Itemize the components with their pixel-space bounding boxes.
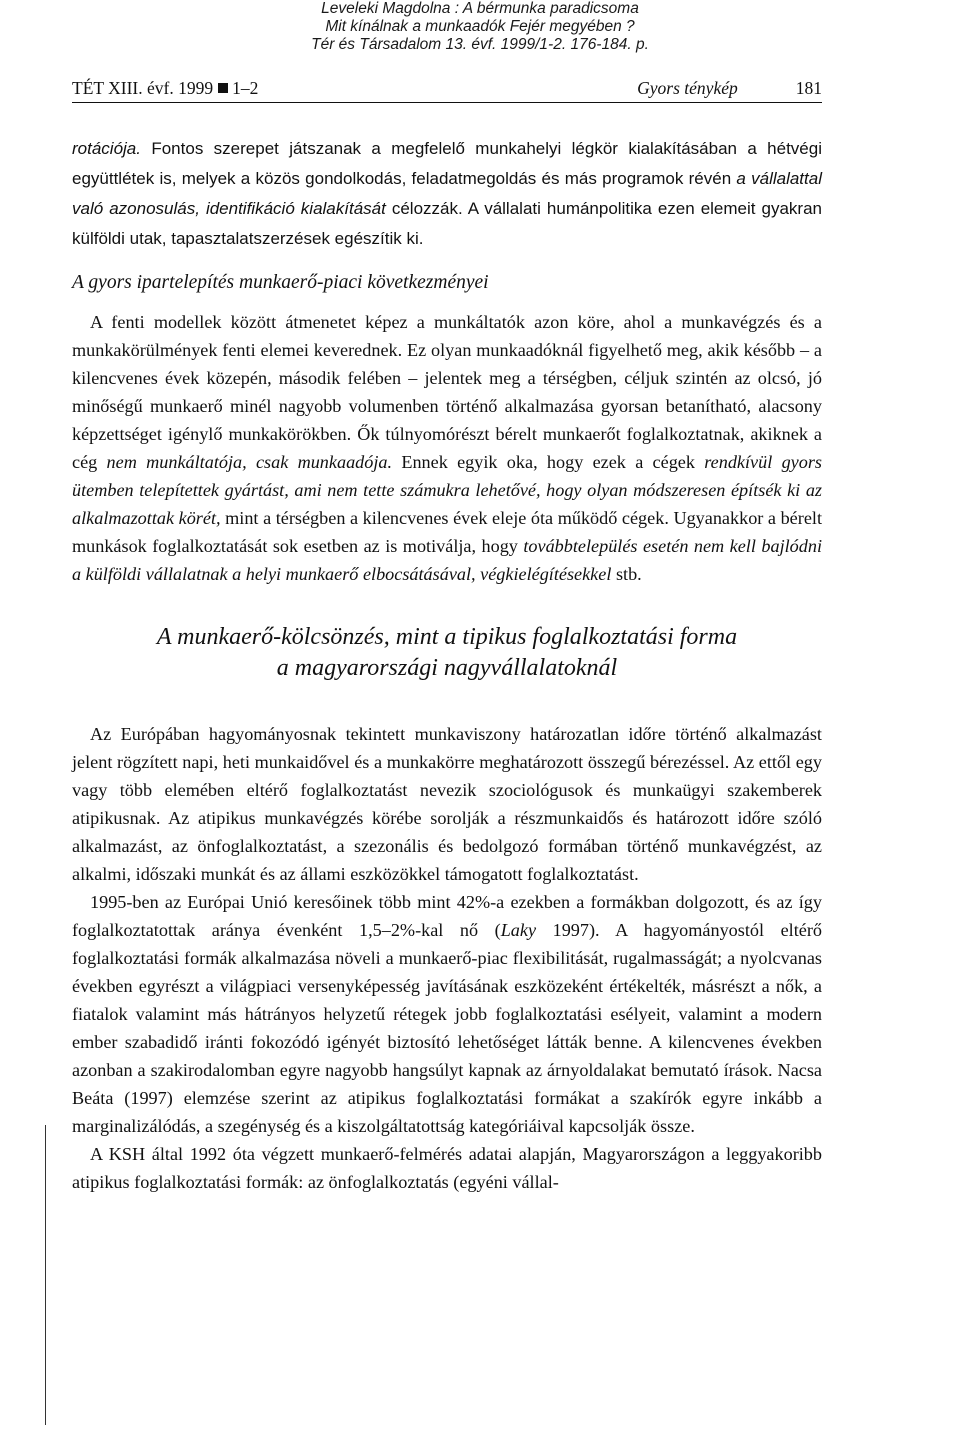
square-bullet-icon (218, 83, 228, 93)
para2-text-c: mint a térségben a kilencvenes évek eleje óta működő cégek. Ugyanakkor a bérelt munkások foglalkoztatását sok esetben az is motiválja, hogy (72, 508, 822, 556)
citation-line-3: Tér és Társadalom 13. évf. 1999/1-2. 176-184. p. (311, 36, 649, 53)
page-body (72, 134, 822, 1196)
subheading: A gyors ipartelepítés munkaerő-piaci következményei (72, 272, 489, 293)
section-title: Gyors ténykép (637, 78, 738, 98)
paragraph-labor-market (72, 308, 822, 588)
issue-number: 1–2 (232, 78, 259, 98)
header-right (637, 78, 822, 99)
para2-text-d: stb. (611, 564, 642, 584)
citation-line-1: Leveleki Magdolna : A bérmunka paradicsoma (321, 0, 639, 17)
para4-text-a: 1995-ben az Európai Unió keresőinek több mint 42%-a ezekben a formákban dolgozott, és az így foglalkoztatottak aránya évenként 1,5–2%-kal nő ( (72, 892, 822, 940)
paragraph-continuation (72, 134, 822, 254)
para2-italic-a: nem munkáltatója, csak munkaadója. (106, 452, 393, 472)
para4-author: Laky (500, 920, 537, 940)
header-left (72, 78, 258, 99)
page-number: 181 (795, 78, 822, 98)
para2-italic-b: rendkívül gyors ütemben telepítettek gyártást, ami nem tette számukra lehetővé, hogy olyan módszeresen építsék ki az alkalmazottak körét, (72, 452, 822, 528)
running-header (72, 74, 822, 103)
margin-rule (45, 1125, 46, 1425)
para1-italic-start: rotációja. (72, 139, 141, 158)
para1-text-b: célozzák. A vállalati humánpolitika ezen elemeit gyakran külföldi utak, tapasztalatszerzések egészítik ki. (72, 199, 822, 248)
para4-text-b: 1997). A hagyományostól eltérő foglalkoztatási formák alkalmazása növeli a munkaerő-piac flexibilitását, rugalmasságát; a nyolcvanas években egyrészt a világpiaci versenyképesség javításának eszközeként értékelték, másrészt a nők, a fiatalok valamint más hátrányos helyzetű rétegek jobb foglalkoztatási esélyeit, valamint a modern ember szabadidő iránti fokozódó igényét biztosító lehetőséget látták benne. A kilencvenes években azonban a szakirodalomban egyre nagyobb hangsúlyt kapnak az árnyoldalakat bemutató írások. Nacsa Beáta (1997) elemzése szerint az atipikus foglalkoztatási formákat a szakírók egyre inkább a marginalizálódás, a szegénység és a kiszolgáltatottság kategóriáival kapcsolják össze. (72, 920, 822, 1136)
paragraph-atypical-definition: Az Európában hagyományosnak tekintett munkaviszony határozatlan időre történő alkalmazást jelent rögzített napi, heti munkaidővel és a munkakörre meghatározott összegű bérezéssel. Az ettől egy vagy több elemében eltérő foglalkoztatást nevezik szociológusok és munkaügyi szakemberek atipikusnak. Az atipikus munkavégzés körébe sorolják a részmunkaidős és határozott időre szóló alkalmazást, az önfoglalkoztatást, a szezonális és bedolgozó formában történő munkavégzést, az alkalmi, időszaki munkát és az állami eszközökkel támogatott foglalkoztatást. (72, 724, 822, 884)
paragraph-eu-statistics (72, 888, 822, 1140)
citation-block (0, 0, 960, 54)
citation-line-2: Mit kínálnak a munkaadók Fejér megyében ? (325, 18, 635, 35)
section-heading-line-1: A munkaerő-kölcsönzés, mint a tipikus foglalkoztatási forma (156, 624, 738, 650)
section-heading-line-2: a magyarországi nagyvállalatoknál (276, 655, 618, 681)
journal-name: TÉT XIII. évf. 1999 (72, 78, 214, 98)
para2-text-a: A fenti modellek között átmenetet képez a munkáltatók azon köre, ahol a munkavégzés és a munkakörülmények fenti elemei keverednek. Ez olyan munkaadóknál figyelhető meg, akik később – a kilencvenes évek közepén, második felében – jelentek meg a térségben, céljuk szintén az olcsó, jó minőségű munkaerő minél nagyobb volumenben történő alkalmazása gyorsan betanítható, alacsony képzettséget igénylő munkakörökben. Ők túlnyomórészt bérelt munkaerőt foglalkoztatnak, akiknek a cég (72, 312, 822, 472)
paragraph-ksh-survey: A KSH által 1992 óta végzett munkaerő-felmérés adatai alapján, Magyarországon a leggyakoribb atipikus foglalkoztatási formák: az önfoglalkoztatás (egyéni vállal- (72, 1144, 822, 1192)
para1-italic-phrase: a vállalattal való azonosulás, identifikáció kialakítását (72, 169, 822, 218)
section-heading (72, 622, 822, 684)
para1-text-a: Fontos szerepet játszanak a megfelelő munkahelyi légkör kialakításában a hétvégi együttlétek is, melyek a közös gondolkodás, feladatmegoldás és más programok révén (72, 139, 822, 188)
para2-italic-c: továbbtelepülés esetén nem kell bajlódni a külföldi vállalatnak a helyi munkaerő elbocsátásával, végkielégítésekkel (72, 536, 823, 584)
para2-text-b: Ennek egyik oka, hogy ezek a cégek (392, 452, 705, 472)
